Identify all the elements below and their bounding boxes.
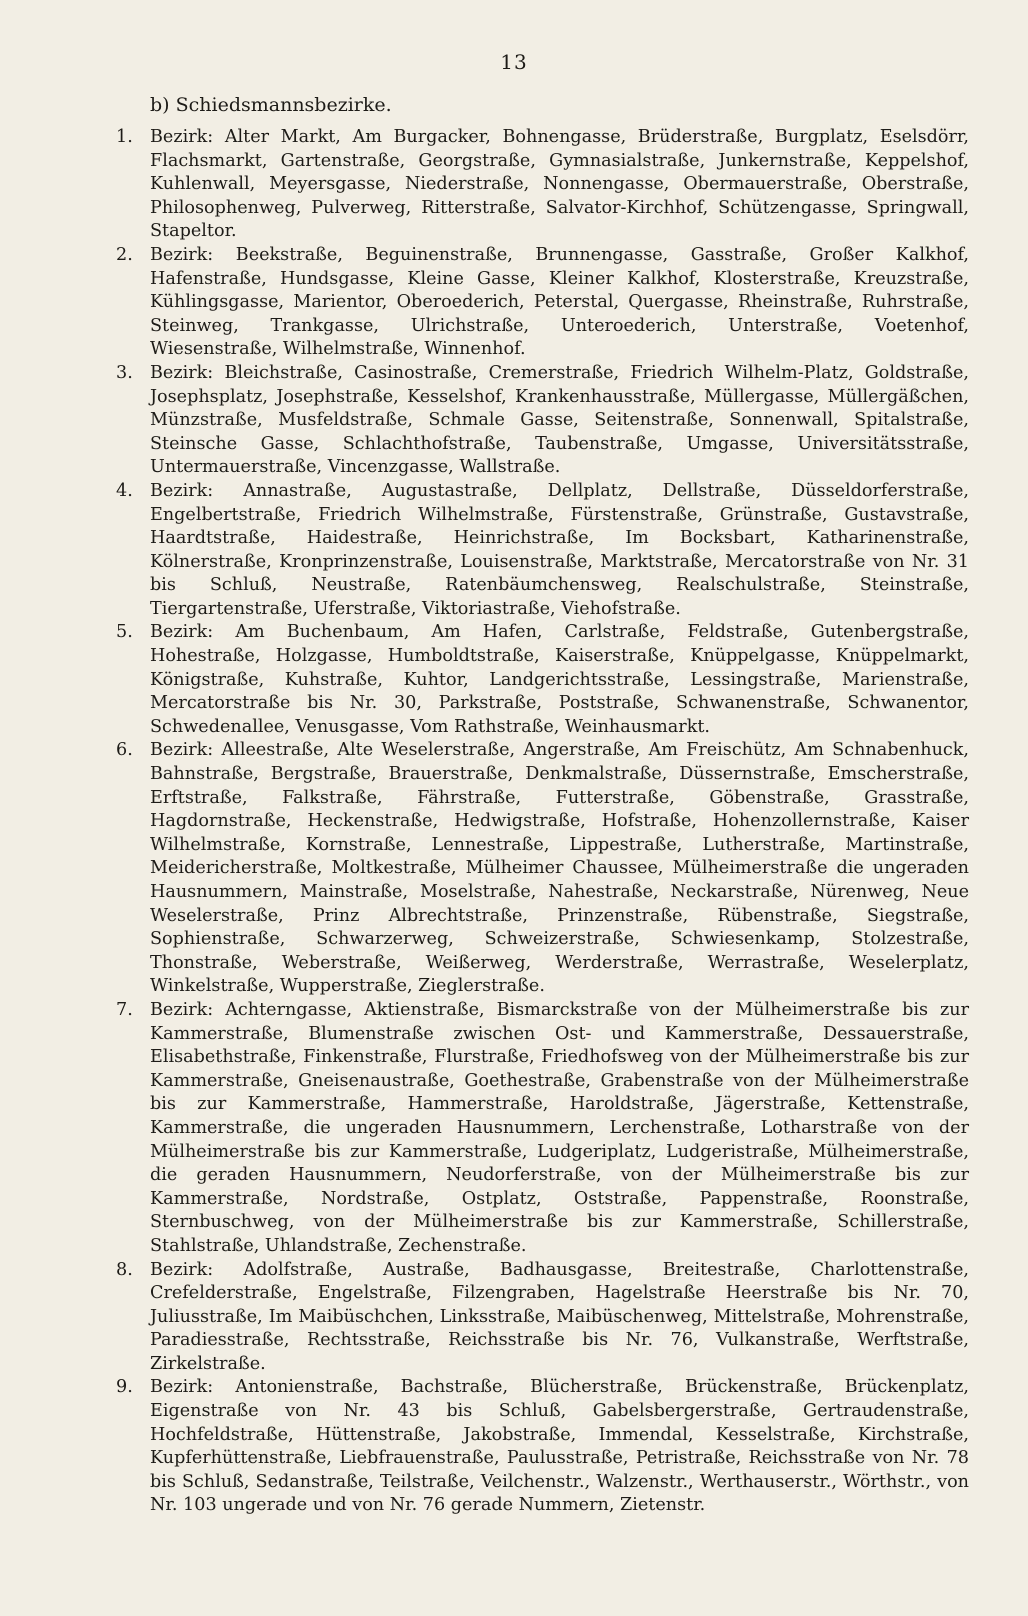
district-label: Bezirk: [150, 244, 214, 265]
district-streets: Adolfstraße, Austraße, Badhausgasse, Breitestraße, Charlottenstraße, Crefelderstraße, Engelstraße, Filzengraben, Hagelstraße Heerstraße bis Nr. 70, Juliusstraße, Im Maibüschchen, Linksstraße, Maibüschenweg, Mittelstraße, Mohrenstraße, Paradiesstraße, Rechtsstraße, Reichsstraße bis Nr. 76, Vulkanstraße, Werftstraße, Zirkelstraße. [150, 1259, 969, 1374]
district-entry [116, 480, 969, 622]
district-entry [116, 362, 969, 480]
page-number: 13 [500, 50, 528, 74]
district-label: Bezirk: [150, 362, 214, 383]
district-number: 2. [116, 244, 133, 265]
district-label: Bezirk: [150, 999, 214, 1020]
district-entry [116, 739, 969, 999]
district-number: 5. [116, 622, 133, 643]
district-number: 4. [116, 480, 133, 501]
district-streets: Alter Markt, Am Burgacker, Bohnengasse, Brüderstraße, Burgplatz, Eselsdörr, Flachsmarkt, Gartenstraße, Georgstraße, Gymnasialstraße, Junkernstraße, Keppelshof, Kuhlenwall, Meyersgasse, Niederstraße, Nonnengasse, Obermauerstraße, Oberstraße, Philosophenweg, Pulverweg, Ritterstraße, Salvator-Kirchhof, Schützengasse, Springwall, Stapeltor. [150, 127, 970, 242]
district-label: Bezirk: [150, 1259, 214, 1280]
district-entry [116, 621, 969, 739]
district-streets: Achterngasse, Aktienstraße, Bismarckstraße von der Mülheimerstraße bis zur Kammerstraße, Blumenstraße zwischen Ost- und Kammerstraße, Dessauerstraße, Elisabethstraße, Finkenstraße, Flurstraße, Friedhofsweg von der Mülheimerstraße bis zur Kammerstraße, Gneisenaustraße, Goethestraße, Grabenstraße von der Mülheimerstraße bis zur Kammerstraße, Hammerstraße, Haroldstraße, Jägerstraße, Kettenstraße, Kammerstraße, die ungeraden Hausnummern, Lerchenstraße, Lotharstraße von der Mülheimerstraße bis zur Kammerstraße, Ludgeriplatz, Ludgeristraße, Mülheimerstraße, die geraden Hausnummern, Neudorferstraße, von der Mülheimerstraße bis zur Kammerstraße, Nordstraße, Ostplatz, Oststraße, Pappenstraße, Roonstraße, Sternbuschweg, von der Mülheimerstraße bis zur Kammerstraße, Schillerstraße, Stahlstraße, Uhlandstraße, Zechenstraße. [150, 999, 970, 1256]
district-number: 8. [116, 1259, 133, 1280]
district-label: Bezirk: [150, 1377, 214, 1398]
district-label: Bezirk: [150, 480, 214, 501]
district-entry [116, 999, 969, 1259]
district-label: Bezirk: [150, 622, 214, 643]
district-number: 1. [116, 127, 133, 147]
district-streets: Annastraße, Augustastraße, Dellplatz, Dellstraße, Düsseldorferstraße, Engelbertstraße, Friedrich Wilhelmstraße, Fürstenstraße, Grünstraße, Gustavstraße, Haardtstraße, Haidestraße, Heinrichstraße, Im Bocksbart, Katharinenstraße, Kölnerstraße, Kronprinzenstraße, Louisenstraße, Marktstraße, Mercatorstraße von Nr. 31 bis Schluß, Neustraße, Ratenbäumchensweg, Realschulstraße, Steinstraße, Tiergartenstraße, Uferstraße, Viktoriastraße, Viehofstraße. [150, 480, 970, 619]
district-number: 6. [116, 740, 133, 761]
district-number: 7. [116, 999, 133, 1020]
district-entry [116, 1259, 969, 1377]
district-streets: Bleichstraße, Casinostraße, Cremerstraße, Friedrich Wilhelm-Platz, Goldstraße, Josephsplatz, Josephstraße, Kesselshof, Krankenhausstraße, Müllergasse, Müllergäßchen, Münzstraße, Musfeldstraße, Schmale Gasse, Seitenstraße, Sonnenwall, Spitalstraße, Steinsche Gasse, Schlachthofstraße, Taubenstraße, Umgasse, Universitätsstraße, Untermauerstraße, Vincenzgasse, Wallstraße. [150, 362, 970, 478]
district-label: Bezirk: [150, 740, 214, 761]
district-number: 3. [116, 362, 133, 383]
district-entry [116, 244, 969, 362]
district-entry [116, 126, 969, 244]
district-streets: Antonienstraße, Bachstraße, Blücherstraße, Brückenstraße, Brückenplatz, Eigenstraße von Nr. 43 bis Schluß, Gabelsbergerstraße, Gertraudenstraße, Hochfeldstraße, Hüttenstraße, Jakobstraße, Immendal, Kesselstraße, Kirchstraße, Kupferhüttenstraße, Liebfrauenstraße, Paulusstraße, Petristraße, Reichsstraße von Nr. 78 bis Schluß, Sedanstraße, Teilstraße, Veilchenstr., Walzenstr., Werthauserstr., Wörthstr., von Nr. 103 ungerade und von Nr. 76 gerade Nummern, Zietenstr. [150, 1377, 969, 1516]
district-label: Bezirk: [150, 127, 214, 147]
section-heading: b) Schiedsmannsbezirke. [150, 94, 392, 116]
district-entry [116, 1376, 969, 1518]
district-streets: Alleestraße, Alte Weselerstraße, Angerstraße, Am Freischütz, Am Schnabenhuck, Bahnstraße, Bergstraße, Brauerstraße, Denkmalstraße, Düssernstraße, Emscherstraße, Erftstraße, Falkstraße, Fährstraße, Futterstraße, Göbenstraße, Grasstraße, Hagdornstraße, Heckenstraße, Hedwigstraße, Hofstraße, Hohenzollernstraße, Kaiser Wilhelmstraße, Kornstraße, Lennestraße, Lippestraße, Lutherstraße, Martinstraße, Meidericherstraße, Moltkestraße, Mülheimer Chaussee, Mülheimerstraße die ungeraden Hausnummern, Mainstraße, Moselstraße, Nahestraße, Neckarstraße, Nürenweg, Neue Weselerstraße, Prinz Albrechtstraße, Prinzenstraße, Rübenstraße, Siegstraße, Sophienstraße, Schwarzerweg, Schweizerstraße, Schwiesenkamp, Stolzestraße, Thonstraße, Weberstraße, Weißerweg, Werderstraße, Werrastraße, Weselerplatz, Winkelstraße, Wupperstraße, Zieglerstraße. [150, 740, 970, 997]
district-streets: Am Buchenbaum, Am Hafen, Carlstraße, Feldstraße, Gutenbergstraße, Hohestraße, Holzgasse, Humboldtstraße, Kaiserstraße, Knüppelgasse, Knüppelmarkt, Königstraße, Kuhstraße, Kuhtor, Landgerichtsstraße, Lessingstraße, Marienstraße, Mercatorstraße bis Nr. 30, Parkstraße, Poststraße, Schwanenstraße, Schwanentor, Schwedenallee, Venusgasse, Vom Rathstraße, Weinhausmarkt. [150, 622, 970, 737]
district-list [116, 126, 969, 1518]
district-streets: Beekstraße, Beguinenstraße, Brunnengasse, Gasstraße, Großer Kalkhof, Hafenstraße, Hundsgasse, Kleine Gasse, Kleiner Kalkhof, Klosterstraße, Kreuzstraße, Kühlingsgasse, Marientor, Oberoederich, Peterstal, Quergasse, Rheinstraße, Ruhrstraße, Steinweg, Trankgasse, Ulrichstraße, Unteroederich, Unterstraße, Voetenhof, Wiesenstraße, Wilhelmstraße, Winnenhof. [150, 244, 970, 360]
district-number: 9. [116, 1377, 133, 1398]
